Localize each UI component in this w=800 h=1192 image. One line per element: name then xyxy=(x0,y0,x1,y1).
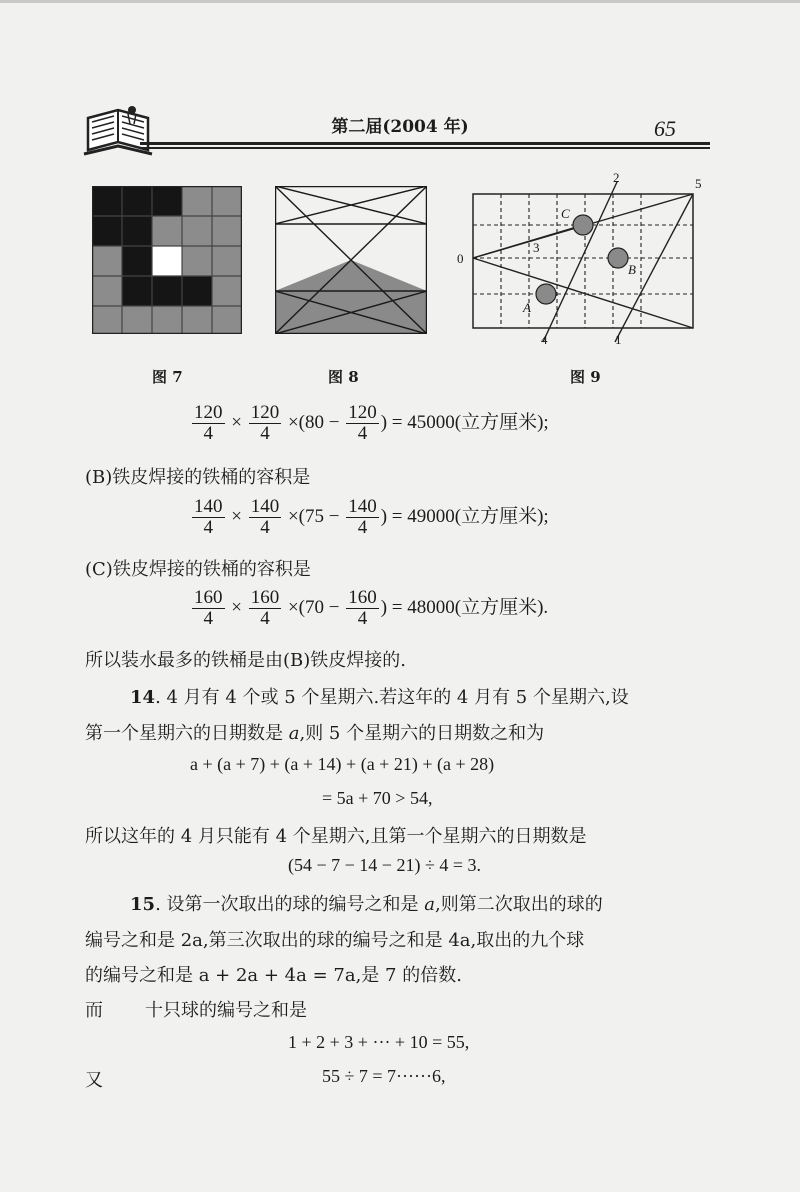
equation-a: $\frac{120}{4}$ × $\frac{120}{4}$ ×(80 − $\frac{120}{4}$ ) = 45000(立方厘米); xyxy=(194,402,549,444)
fig9-label-b: B xyxy=(628,262,636,277)
problem-14-line-2: 第一个星期六的日期数是 a,则 5 个星期六的日期数之和为 xyxy=(85,723,545,744)
problem-15-line-2: 编号之和是 2a,第三次取出的球的编号之和是 4a,取出的九个球 xyxy=(85,930,585,951)
problem-15-line-5: 又 xyxy=(85,1070,103,1091)
header-rule-bottom xyxy=(140,147,710,149)
header-title: 第二届(2004 年) xyxy=(331,117,469,137)
figure-9 xyxy=(455,170,715,350)
equation-b: $\frac{140}{4}$ × $\frac{140}{4}$ ×(75 − $\frac{140}{4}$ ) = 49000(立方厘米); xyxy=(194,496,549,538)
fig9-label-3: 3 xyxy=(533,240,540,255)
problem-14-equation-2: = 5a + 70 > 54, xyxy=(322,788,433,808)
problem-15-line-3: 的编号之和是 a + 2a + 4a = 7a,是 7 的倍数. xyxy=(85,965,462,986)
figure-7-caption: 图 7 xyxy=(152,368,183,386)
fig9-label-2: 2 xyxy=(613,170,620,185)
page-number: 65 xyxy=(654,116,676,141)
fig9-label-1: 1 xyxy=(615,332,622,347)
fig9-label-4: 4 xyxy=(541,332,548,347)
figure-7 xyxy=(92,186,242,334)
text-b-label: (B)铁皮焊接的铁桶的容积是 xyxy=(85,467,311,488)
problem-14-line-3: 所以这年的 4 月只能有 4 个星期六,且第一个星期六的日期数是 xyxy=(85,826,587,847)
text-c-label: (C)铁皮焊接的铁桶的容积是 xyxy=(85,559,311,580)
problem-15-line-1: 15. 设第一次取出的球的编号之和是 a,则第二次取出的球的 xyxy=(130,894,603,915)
problem-15-equation-1: 1 + 2 + 3 + ··· + 10 = 55, xyxy=(288,1032,470,1052)
conclusion-13: 所以装水最多的铁桶是由(B)铁皮焊接的. xyxy=(85,650,406,671)
figure-9-caption: 图 9 xyxy=(570,368,601,386)
page-top-edge xyxy=(0,0,800,3)
problem-14-number: 14 xyxy=(130,687,156,708)
problem-15-number: 15 xyxy=(130,894,156,915)
fig9-label-c: C xyxy=(561,206,570,221)
fig9-label-0: 0 xyxy=(457,251,464,266)
problem-14-equation-1: a + (a + 7) + (a + 14) + (a + 21) + (a + 28) xyxy=(190,754,495,774)
problem-14-line-1: 14. 4 月有 4 个或 5 个星期六.若这年的 4 月有 5 个星期六,设 xyxy=(130,687,629,708)
figure-8-caption: 图 8 xyxy=(328,368,359,386)
problem-14-equation-3: (54 − 7 − 14 − 21) ÷ 4 = 3. xyxy=(288,855,481,875)
problem-15-equation-2: 55 ÷ 7 = 7······6, xyxy=(322,1066,446,1086)
equation-c: $\frac{160}{4}$ × $\frac{160}{4}$ ×(70 − $\frac{160}{4}$ ) = 48000(立方厘米). xyxy=(194,587,549,629)
fig9-label-5: 5 xyxy=(695,176,702,191)
problem-15-line-4b: 十只球的编号之和是 xyxy=(145,1000,307,1021)
fig9-label-a: A xyxy=(523,300,531,315)
problem-15-line-4a: 而 xyxy=(85,1000,103,1021)
header-rule-top xyxy=(140,142,710,145)
figure-8 xyxy=(275,186,427,334)
